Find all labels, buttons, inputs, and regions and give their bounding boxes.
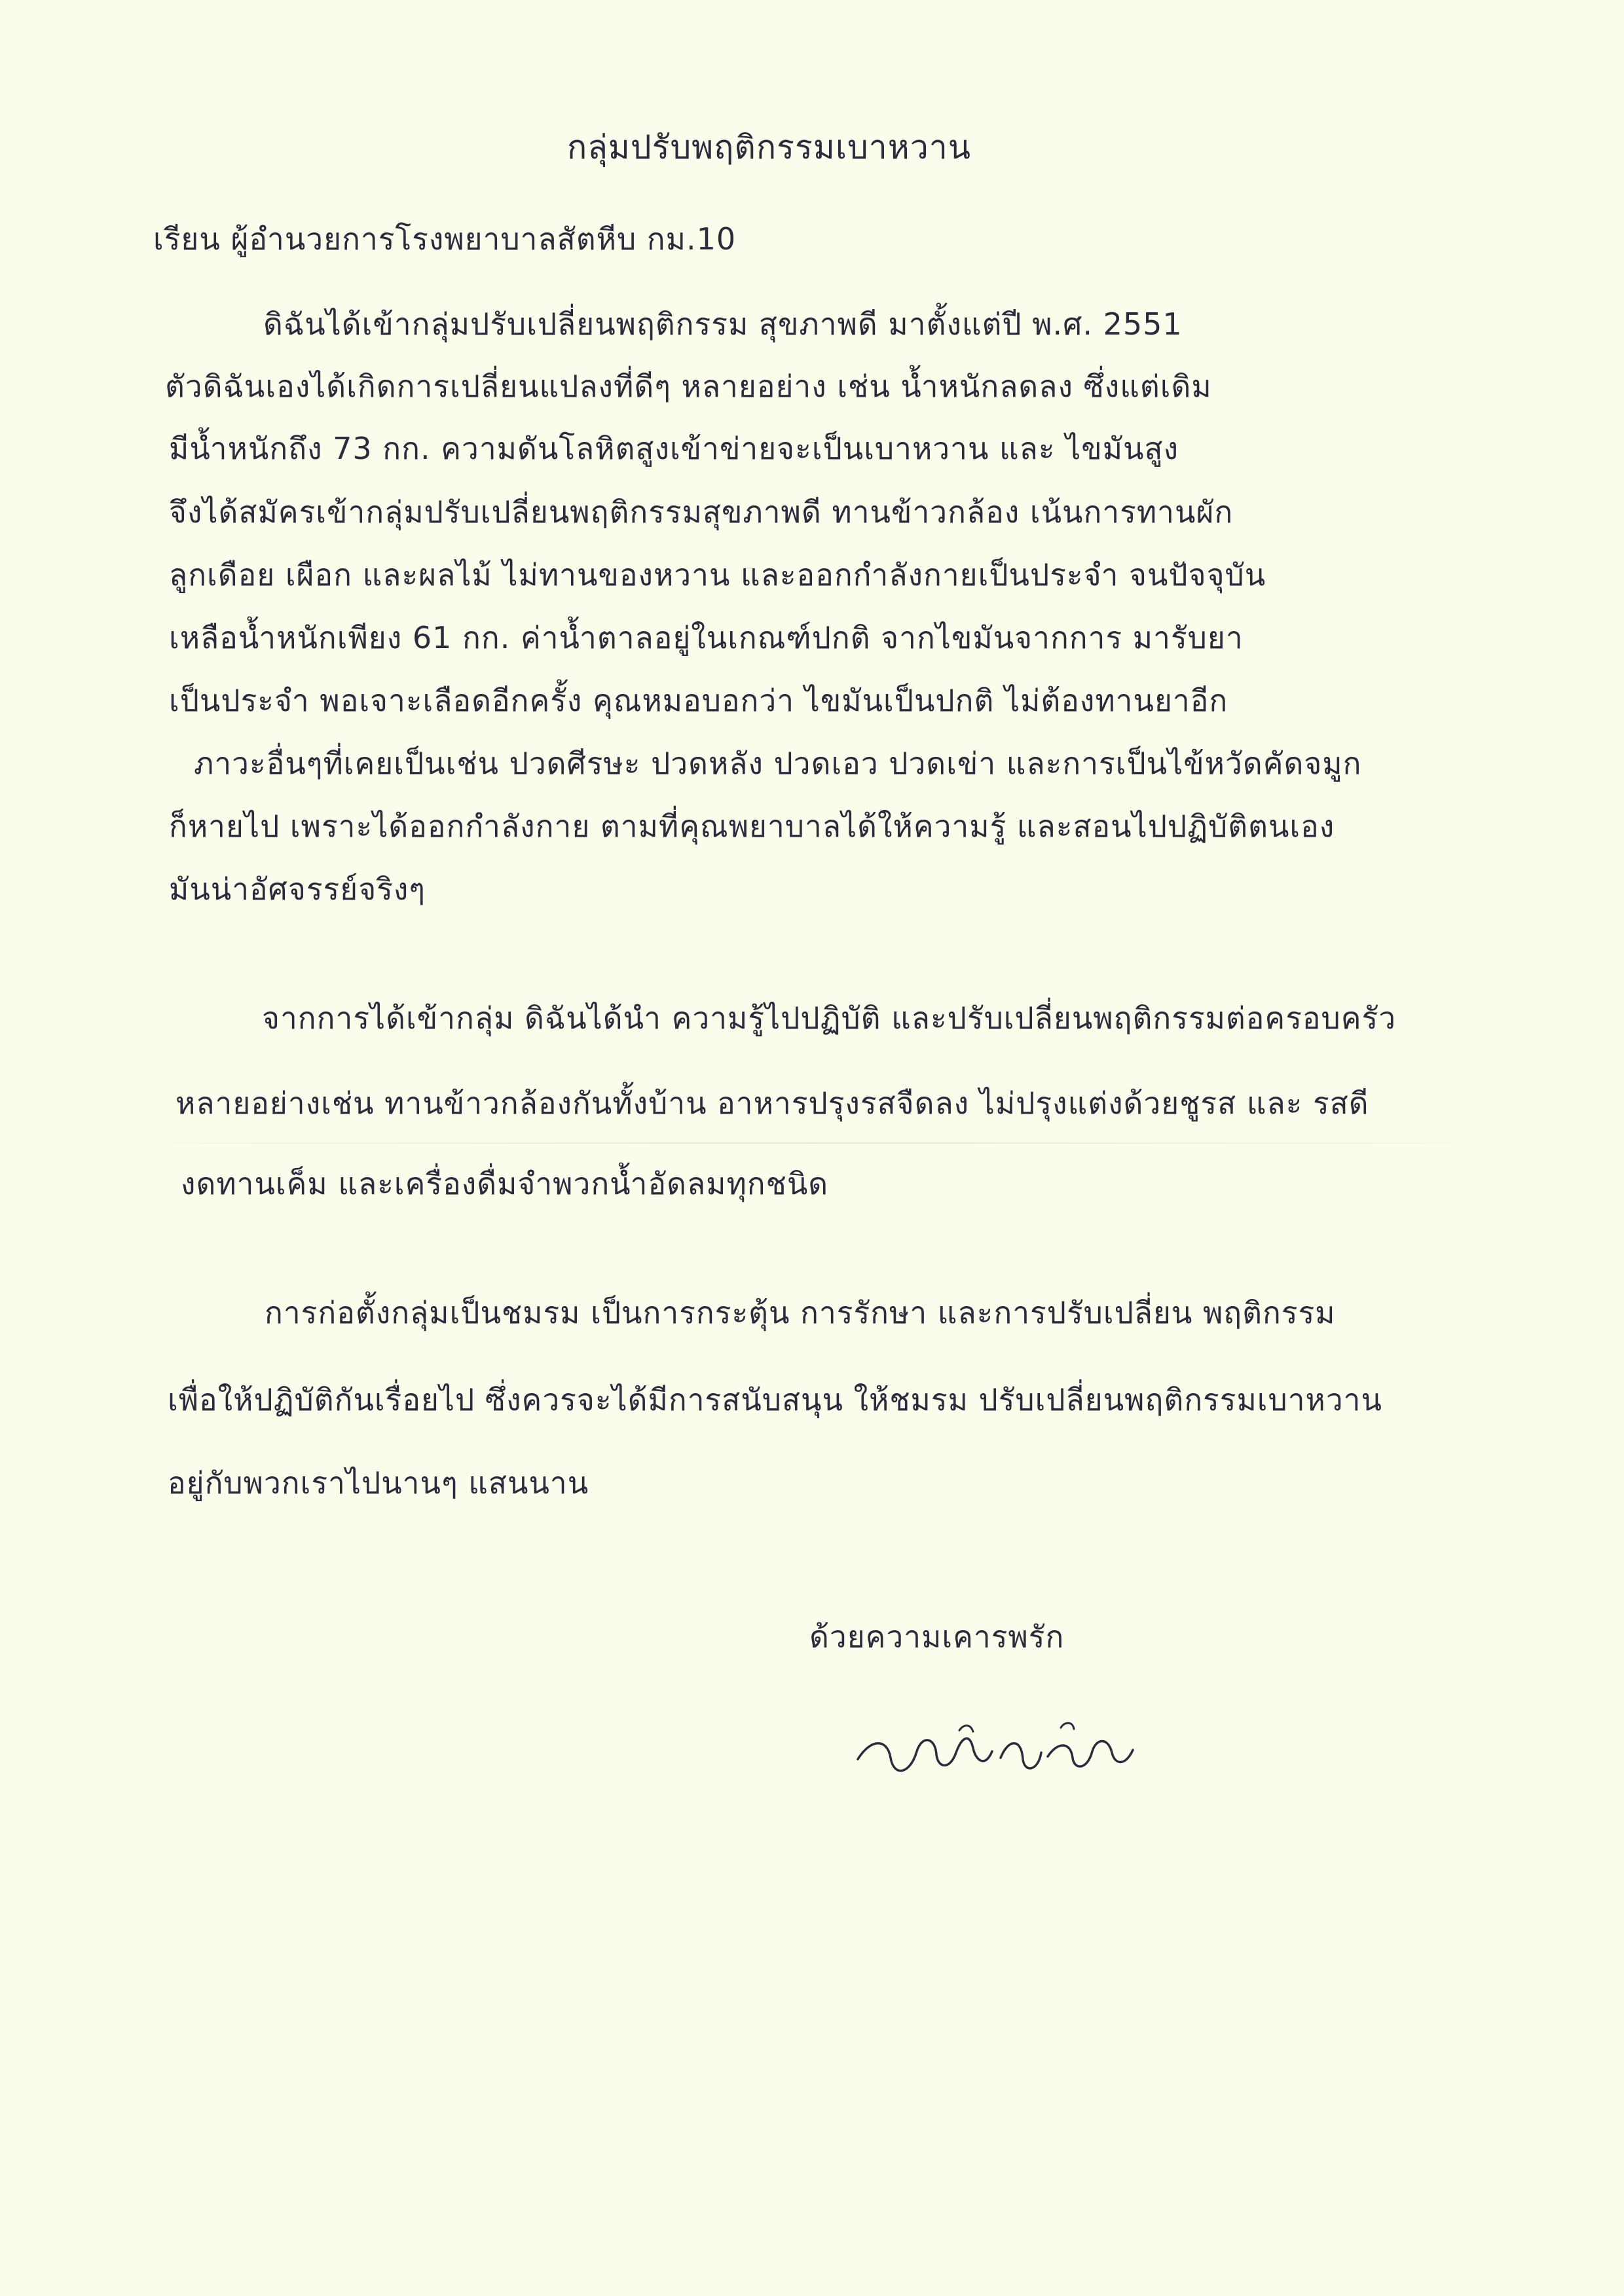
paragraph-2-line-3: งดทานเค็ม และเครื่องดื่มจำพวกน้ำอัดลมทุกชนิด — [181, 1166, 829, 1201]
paragraph-2-line-2: หลายอย่างเช่น ทานข้าวกล้องกันทั้งบ้าน อาหารปรุงรสจืดลง ไม่ปรุงแต่งด้วยชูรส และ รสดี — [175, 1085, 1369, 1121]
body-line-1: ดิฉันได้เข้ากลุ่มปรับเปลี่ยนพฤติกรรม สุขภาพดี มาตั้งแต่ปี พ.ศ. 2551 — [263, 306, 1183, 342]
closing-phrase: ด้วยความเคารพรัก — [809, 1619, 1065, 1654]
body-line-5: ลูกเดือย เผือก และผลไม้ ไม่ทานของหวาน และออกกำลังกายเป็นประจำ จนปัจจุบัน — [169, 557, 1266, 592]
body-line-7: เป็นประจำ พอเจาะเลือดอีกครั้ง คุณหมอบอกว่า ไขมันเป็นปกติ ไม่ต้องทานยาอีก — [169, 683, 1228, 718]
paper-fold-line — [0, 1142, 1624, 1144]
body-line-10: มันน่าอัศจรรย์จริงๆ — [169, 871, 426, 907]
paragraph-3-line-2: เพื่อให้ปฏิบัติกันเรื่อยไป ซึ่งควรจะได้มีการสนับสนุน ให้ชมรม ปรับเปลี่ยนพฤติกรรมเบาหวาน — [168, 1382, 1382, 1417]
body-line-3: มีน้ำหนักถึง 73 กก. ความดันโลหิตสูงเข้าข่ายจะเป็นเบาหวาน และ ไขมันสูง — [169, 431, 1179, 466]
body-line-2: ตัวดิฉันเองได้เกิดการเปลี่ยนแปลงที่ดีๆ หลายอย่าง เช่น น้ำหนักลดลง ซึ่งแต่เดิม — [165, 369, 1212, 404]
body-line-6: เหลือน้ำหนักเพียง 61 กก. ค่าน้ำตาลอยู่ในเกณฑ์ปกติ จากไขมันจากการ มารับยา — [169, 620, 1244, 655]
handwritten-signature — [851, 1712, 1139, 1784]
body-line-9: ก็หายไป เพราะได้ออกกำลังกาย ตามที่คุณพยาบาลได้ให้ความรู้ และสอนไปปฏิบัติตนเอง — [169, 809, 1335, 844]
paragraph-2-line-1: จากการได้เข้ากลุ่ม ดิฉันได้นำ ความรู้ไปปฏิบัติ และปรับเปลี่ยนพฤติกรรมต่อครอบครัว — [262, 1000, 1397, 1036]
body-line-8: ภาวะอื่นๆที่เคยเป็นเช่น ปวดศีรษะ ปวดหลัง ปวดเอว ปวดเข่า และการเป็นไข้หวัดคัดจมูก — [194, 746, 1362, 781]
body-line-4: จึงได้สมัครเข้ากลุ่มปรับเปลี่ยนพฤติกรรมสุขภาพดี ทานข้าวกล้อง เน้นการทานผัก — [169, 494, 1234, 530]
salutation: เรียน ผู้อำนวยการโรงพยาบาลสัตหีบ กม.10 — [153, 221, 737, 257]
letter-title: กลุ่มปรับพฤติกรรมเบาหวาน — [567, 128, 972, 166]
paragraph-3-line-3: อยู่กับพวกเราไปนานๆ แสนนาน — [168, 1465, 589, 1501]
paragraph-3-line-1: การก่อตั้งกลุ่มเป็นชมรม เป็นการกระตุ้น การรักษา และการปรับเปลี่ยน พฤติกรรม — [265, 1295, 1336, 1330]
